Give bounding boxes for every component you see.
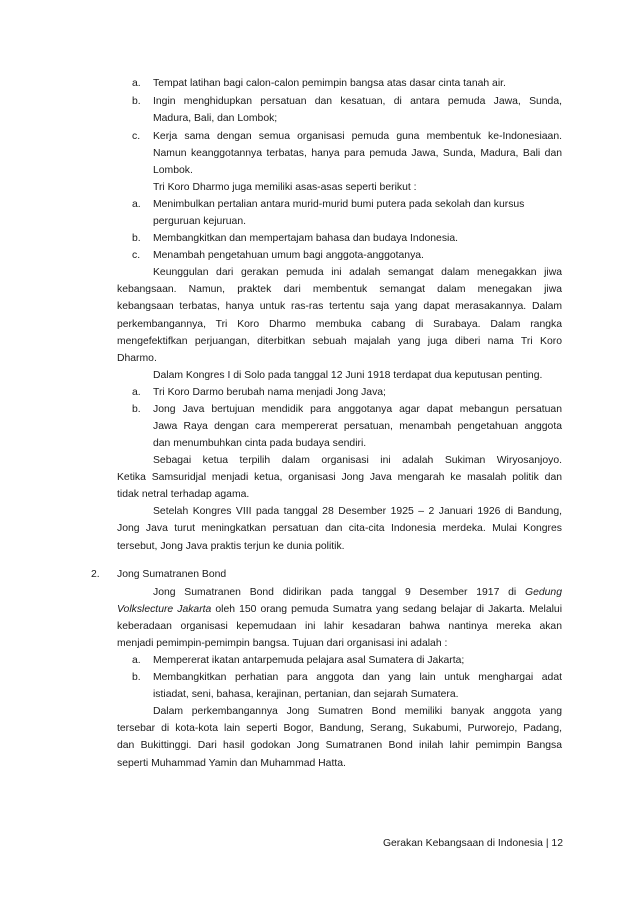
paragraph-line: Jong Java turut meningkatkan persatuan dan cita-cita Indonesia merdeka. Mulai Kongres xyxy=(117,523,562,534)
section-title: Jong Sumatranen Bond xyxy=(117,569,227,580)
paragraph-line: Dalam perkembangannya Jong Sumatren Bond memiliki banyak anggota yang xyxy=(153,706,562,717)
paragraph-line: mengefektifkan perjuangan, diterbitkan sebuah majalah yang juga diberi nama Tri Koro xyxy=(117,336,562,347)
paragraph-line: Setelah Kongres VIII pada tanggal 28 Desember 1925 – 2 Januari 1926 di Bandung, xyxy=(153,506,562,517)
list-item-text: Lombok. xyxy=(153,165,193,176)
list-marker: c. xyxy=(132,250,141,261)
paragraph-text: oleh 150 orang pemuda Sumatra yang sedang belajar di Jakarta. Melalui xyxy=(215,604,563,615)
paragraph-line: keberadaan organisasi kepemudaan ini lahir kesadaran bahwa nantinya mereka akan xyxy=(117,621,562,632)
paragraph-line: perkembangannya, Tri Koro Dharmo membuka cabang di Surabaya. Dalam rangka xyxy=(117,319,562,330)
list-item-text: dan menumbuhkan cinta pada budaya sendiri. xyxy=(153,438,367,449)
paragraph-line: Sebagai ketua terpilih dalam organisasi ini adalah Sukiman Wiryosanjoyo. xyxy=(153,455,562,466)
list-item-text: Kerja sama dengan semua organisasi pemuda guna membentuk ke-Indonesiaan. xyxy=(153,131,562,142)
list-item-text: Ingin menghidupkan persatuan dan kesatuan, di antara pemuda Jawa, Sunda, xyxy=(153,96,562,107)
list-marker: b. xyxy=(132,404,141,415)
list-marker: b. xyxy=(132,96,141,107)
paragraph-line: Dharmo. xyxy=(117,353,157,364)
list-item-text: Membangkitkan dan mempertajam bahasa dan budaya Indonesia. xyxy=(153,233,458,244)
paragraph-line: tersebar di kota-kota lain seperti Bogor, Bandung, Serang, Sukabumi, Purworejo, Padang, xyxy=(117,723,562,734)
paragraph-line: tersebut, Jong Java praktis terjun ke dunia politik. xyxy=(117,541,345,552)
paragraph-line: Keunggulan dari gerakan pemuda ini adalah semangat dalam menegakkan jiwa xyxy=(153,267,562,278)
list-marker: a. xyxy=(132,78,141,89)
list-item-text: istiadat, seni, bahasa, kerajinan, pertanian, dan sejarah Sumatera. xyxy=(153,689,459,700)
list-item-text: Menambah pengetahuan umum bagi anggota-anggotanya. xyxy=(153,250,424,261)
paragraph-line xyxy=(153,586,562,599)
section-number: 2. xyxy=(91,569,100,580)
list-marker: a. xyxy=(132,655,141,666)
italic-text: Gedung xyxy=(525,587,562,598)
list-item-text: Jawa Raya dengan cara mempererat persatuan, menambah pengetahuan anggota xyxy=(153,421,562,432)
list-item-text: Namun keanggotannya terbatas, hanya para pemuda Jawa, Sunda, Madura, Bali dan xyxy=(153,148,562,159)
list-item-text: Mempererat ikatan antarpemuda pelajara asal Sumatera di Jakarta; xyxy=(153,655,465,666)
list-item-text: Tri Koro Darmo berubah nama menjadi Jong Java; xyxy=(153,387,386,398)
list-marker: a. xyxy=(132,199,141,210)
list-item-text: Tempat latihan bagi calon-calon pemimpin bangsa atas dasar cinta tanah air. xyxy=(153,78,506,89)
list-item-text: perguruan kejuruan. xyxy=(153,216,247,227)
list-marker: b. xyxy=(132,233,141,244)
paragraph-text: Jong Sumatranen Bond didirikan pada tanggal 9 Desember 1917 di xyxy=(153,587,517,598)
paragraph-line: dan Bukittinggi. Dari hasil godokan Jong Sumatranen Bond inilah lahir pemimpin Bangsa xyxy=(117,740,562,751)
list-item-text: Madura, Bali, dan Lombok; xyxy=(153,113,278,124)
list-marker: a. xyxy=(132,387,141,398)
list-item-text: Jong Java bertujuan mendidik para anggotanya agar dapat mebangun persatuan xyxy=(153,404,562,415)
list-item-text: Membangkitkan perhatian para anggota dan yang lain untuk menghargai adat xyxy=(153,672,562,683)
paragraph-line: Tri Koro Dharmo juga memiliki asas-asas seperti berikut : xyxy=(153,182,417,193)
paragraph-line: tidak netral terhadap agama. xyxy=(117,489,250,500)
paragraph-line: Dalam Kongres I di Solo pada tanggal 12 Juni 1918 terdapat dua keputusan penting. xyxy=(153,370,543,381)
paragraph-line: Ketika Samsuridjal menjadi ketua, organisasi Jong Java mengarah ke masalah politik dan xyxy=(117,472,562,483)
paragraph-line: kebangsaan. Namun, praktek dari membentuk semangat dalam menegakan jiwa xyxy=(117,284,562,295)
list-marker: c. xyxy=(132,131,141,142)
paragraph-line: kebangsaan terbatas, hanya untuk ras-ras tertentu saja yang dapat merasakannya. Dalam xyxy=(117,301,562,312)
italic-text: Volkslecture Jakarta xyxy=(117,604,212,615)
list-item-text: Menimbulkan pertalian antara murid-murid bumi putera pada sekolah dan kursus xyxy=(153,199,525,210)
paragraph-line: menjadi pemimpin-pemimpin bangsa. Tujuan dari organisasi ini adalah : xyxy=(117,638,448,649)
paragraph-line: seperti Muhammad Yamin dan Muhammad Hatta. xyxy=(117,758,346,769)
list-marker: b. xyxy=(132,672,141,683)
page-footer: Gerakan Kebangsaan di Indonesia | 12 xyxy=(382,838,563,849)
paragraph-line xyxy=(117,603,562,616)
